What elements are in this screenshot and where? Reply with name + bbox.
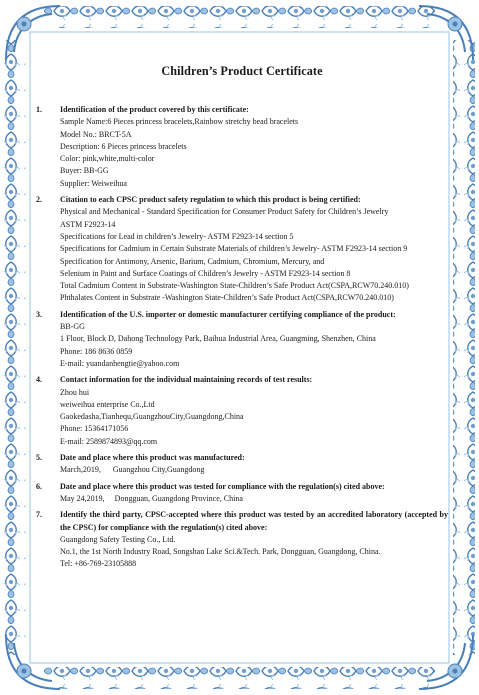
regulation-line: ASTM F2923-14 [60,219,116,229]
regulation-line: Specifications for Cadmium in Certain Substrate Materials of children’s Jewelry- ASTM F2923-14 section 9 [60,244,408,254]
manufacture-date-place: March,2019, Guangzhou City,Guangdong [60,465,205,475]
lab-address: No.1, the 1st North Industry Road, Songshan Lake Sci.&Tech. Park, Dongguan, Guangdong, China. [60,547,381,557]
regulation-line: Physical and Mechanical - Standard Specification for Consumer Product Safety for Children’s Jewelry [60,207,389,217]
section-heading: Contact information for the individual maintaining records of test results: [60,375,313,385]
supplier: Supplier: Weiweihua [60,178,127,188]
section-number: 3. [36,309,42,319]
section-heading: Identification of the U.S. importer or domestic manufacturer certifying compliance of the product: [60,309,396,319]
section-product-identification [36,104,448,190]
page-title: Children’s Product Certificate [161,64,323,78]
section-heading: Citation to each CPSC product safety regulation to which this product is being certified: [60,195,361,205]
contact-email: E-mail: 2589874893@qq.com [60,436,158,446]
section-heading: Date and place where this product was tested for compliance with the regulation(s) cited above: [60,481,385,491]
importer-phone: Phone: 186 8636 0859 [60,346,133,356]
contact-company: weiweihua enterprise Co.,Ltd [60,399,155,409]
buyer: Buyer: BB-GG [60,166,109,176]
regulation-line: Selenium in Paint and Surface Coatings of Children’s Jewelry - ASTM F2923-14 section 8 [60,268,351,278]
section-number: 5. [36,453,42,463]
section-heading: Identification of the product covered by this certificate: [60,105,249,114]
section-third-party-lab [36,509,448,570]
section-number: 7. [36,510,42,520]
contact-phone: Phone: 15364171056 [60,424,129,434]
section-importer-identification [36,309,448,370]
section-manufacture-date-place [36,452,448,477]
section-heading: Identify the third party, CPSC-accepted where this product was tested by an accredited laboratory (accepted by the CPSC) for compliance with the regulation(s) cited above: [60,510,448,532]
section-number: 6. [36,481,42,491]
regulation-line: Total Cadmium Content in Substrate-Washington State-Children’s Safe Product Act(CSPA,RCW70.240.010) [60,281,409,291]
section-records-contact [36,374,448,448]
color: Color: pink,white,multi-color [60,154,155,164]
lab-name: Guangdong Safety Testing Co., Ltd. [60,534,176,544]
section-number: 4. [36,375,42,385]
section-test-date-place [36,481,448,506]
section-heading: Date and place where this product was manufactured: [60,453,245,463]
contact-address: Gaokedasha,Tianhequ,GuangzhouCity,Guangdong,China [60,412,244,422]
description: Description: 6 Pieces princess bracelets [60,141,187,151]
sample-name: Sample Name:6 Pieces princess bracelets,Rainbow stretchy bead bracelets [60,117,299,127]
certificate-document [36,64,448,571]
lab-phone: Tel: +86-769-23105888 [60,559,137,569]
regulation-line: Phthalates Content in Substrate -Washington State-Children’s Safe Product Act(CSPA,RCW70.240.010) [60,293,394,303]
section-number: 2. [36,195,42,205]
model-number: Model No.: BRCT-5A [60,129,132,139]
section-number: 1. [36,105,42,114]
contact-name: Zhou hui [60,387,90,397]
importer-address: 1 Floor, Block D, Dahong Technology Park, Baihua Industrial Area, Guangming, Shenzhen, China [60,334,376,344]
regulation-line: Specification for Antimony, Arsenic, Barium, Cadmium, Chromium, Mercury, and [60,256,325,266]
test-date-place: May 24,2019, Dongguan, Guangdong Province, China [60,493,243,503]
importer-email: E-mail: yuandanhengtie@yahoo.com [60,358,180,368]
regulation-line: Specifications for Lead in children’s Jewelry- ASTM F2923-14 section 5 [60,231,294,241]
section-regulation-citation [36,194,448,305]
importer-name: BB-GG [60,322,85,332]
